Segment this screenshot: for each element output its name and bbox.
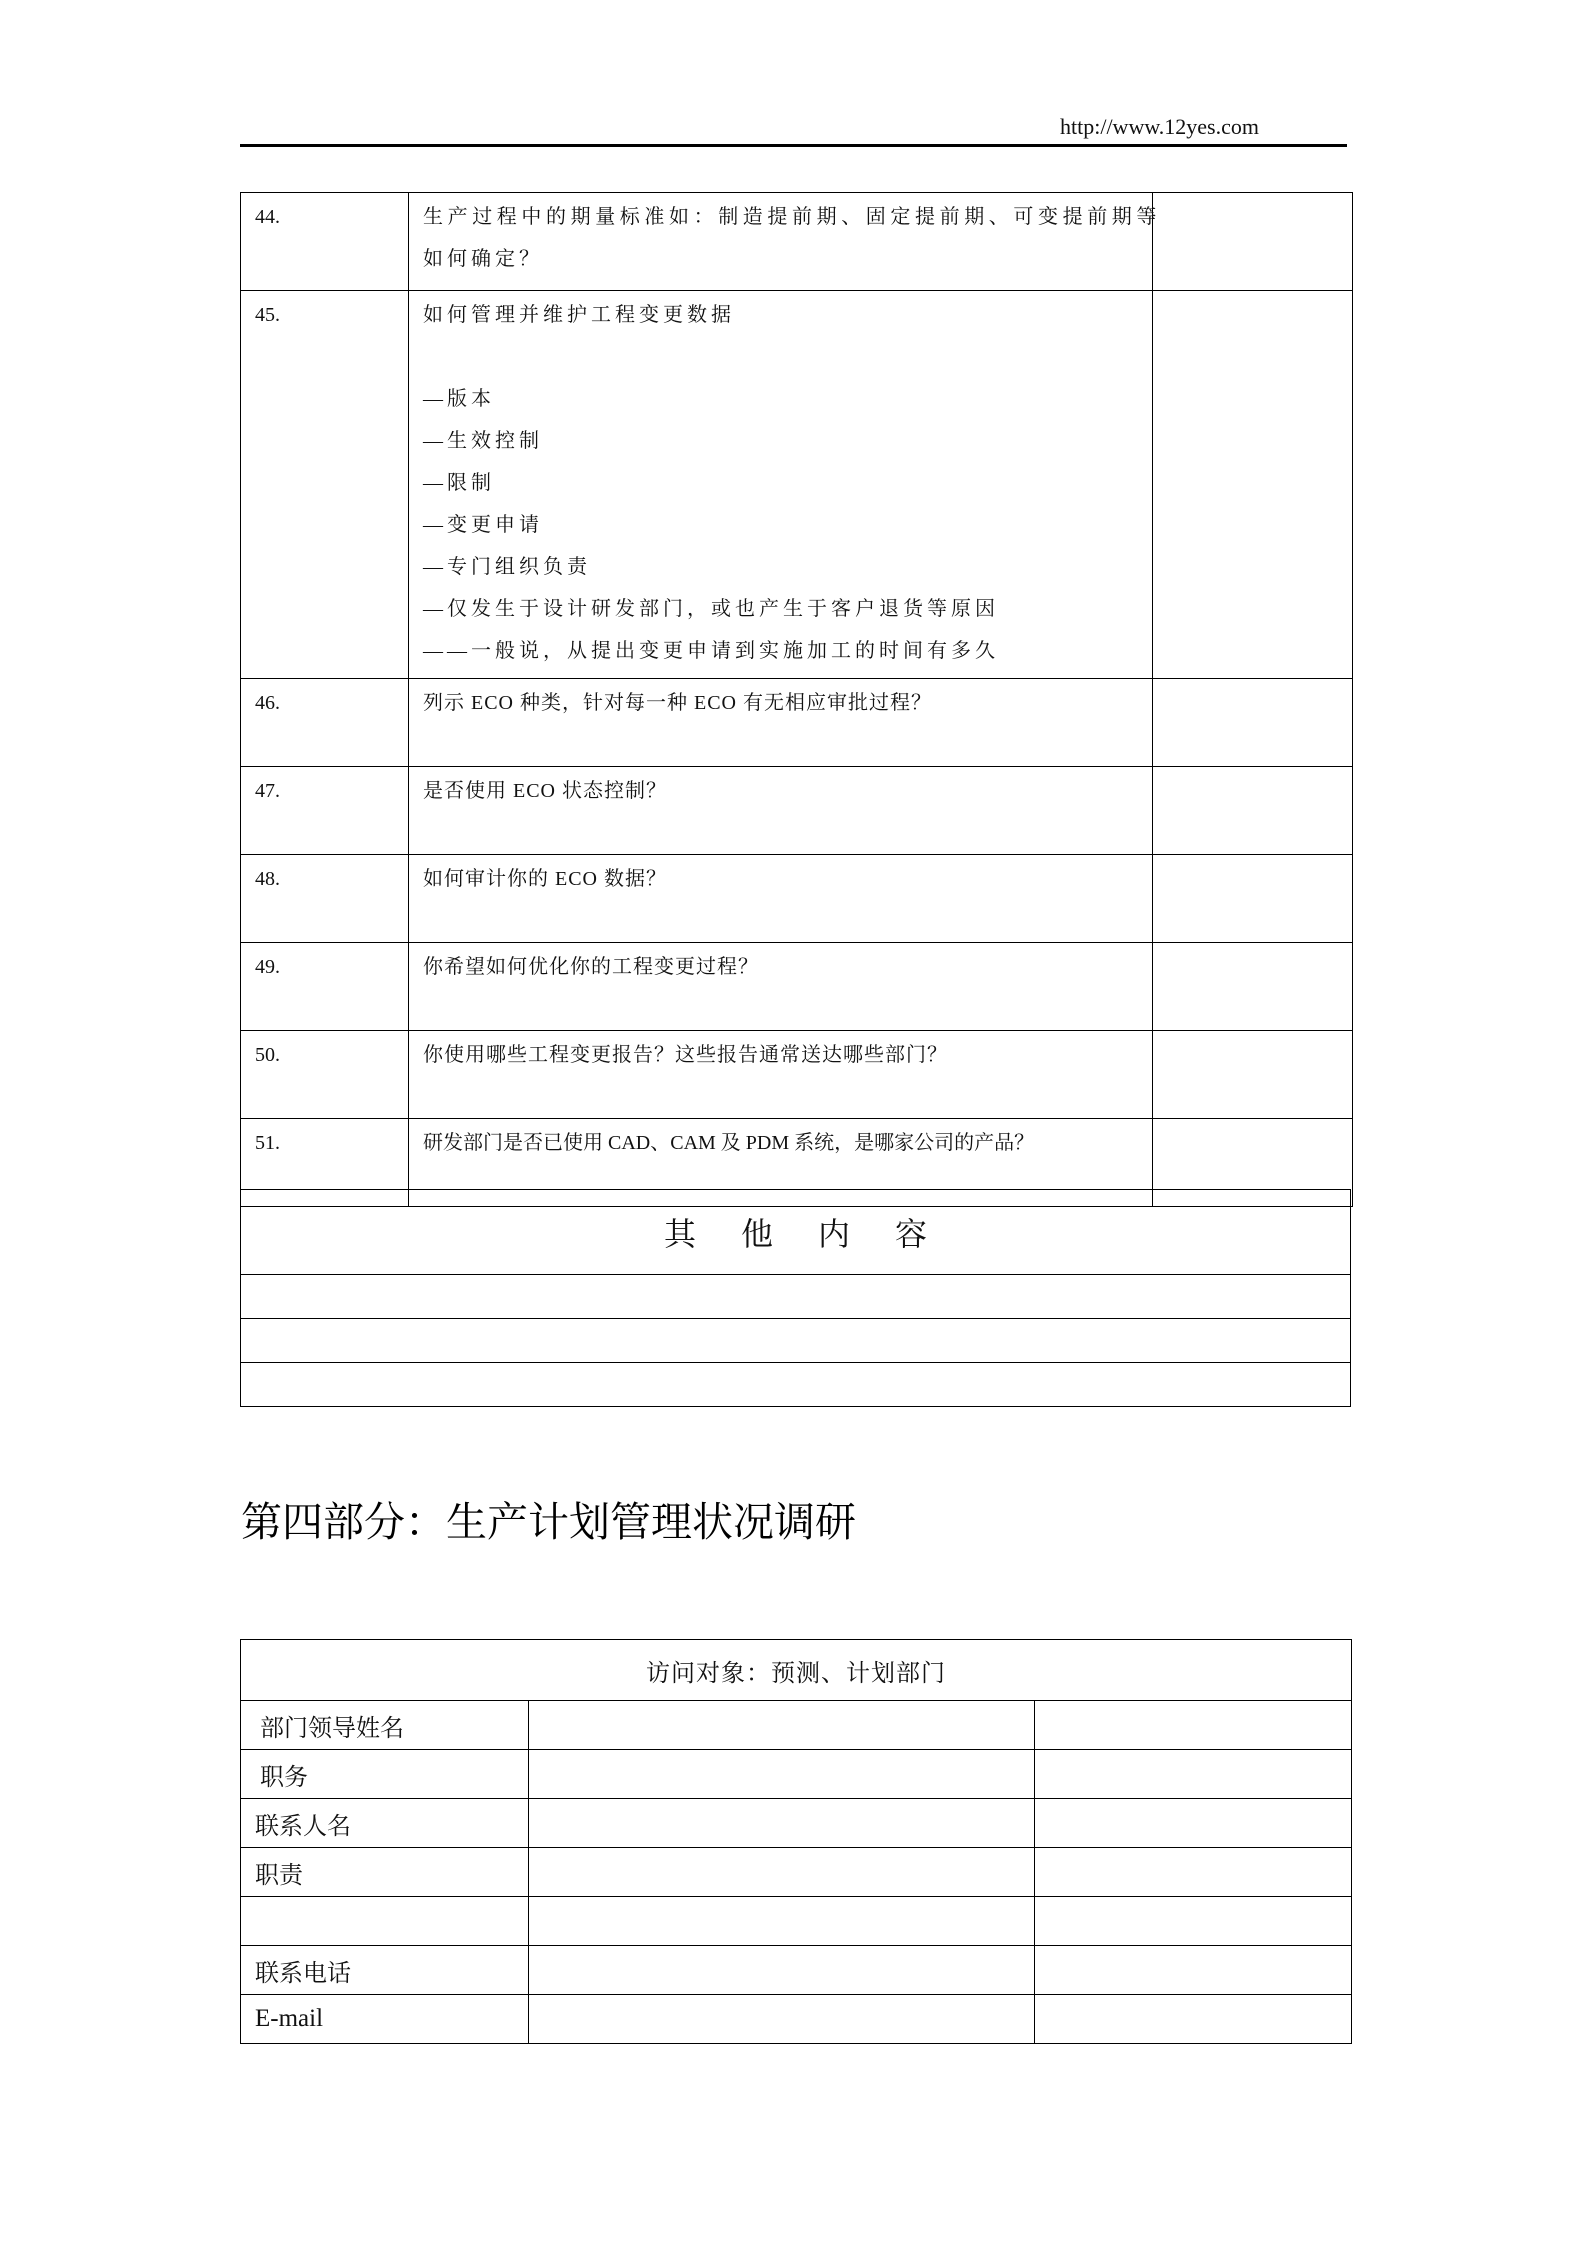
question-line: 是否使用 ECO 状态控制？	[423, 780, 667, 802]
contact-table-header-row	[241, 1640, 1352, 1701]
field-value-cell[interactable]	[529, 1995, 1035, 2044]
field-extra-cell[interactable]	[1035, 1750, 1352, 1799]
table-row-q49	[241, 943, 1353, 1031]
question-line: 生产过程中的期量标准如：制造提前期、固定提前期、可变提前期等	[423, 206, 1161, 228]
contact-info-table	[240, 1639, 1352, 2044]
other-content-row	[241, 1275, 1351, 1319]
question-text	[409, 679, 1153, 767]
field-extra-cell[interactable]	[1035, 1897, 1352, 1946]
table-row-blank	[241, 1897, 1352, 1946]
header-url: http://www.12yes.com	[1060, 114, 1259, 139]
question-number: 45.	[241, 291, 409, 679]
answer-cell[interactable]	[1153, 193, 1353, 291]
other-content-title: 其他内容	[241, 1190, 1351, 1275]
other-content-input-cell[interactable]	[241, 1275, 1351, 1319]
table-row-q45	[241, 291, 1353, 679]
question-subitem: —限制	[423, 472, 495, 494]
table-row-q44	[241, 193, 1353, 291]
answer-cell[interactable]	[1153, 767, 1353, 855]
field-extra-cell[interactable]	[1035, 1848, 1352, 1897]
answer-cell[interactable]	[1153, 291, 1353, 679]
table-row-q47	[241, 767, 1353, 855]
question-number: 48.	[241, 855, 409, 943]
question-number: 47.	[241, 767, 409, 855]
question-number: 50.	[241, 1031, 409, 1119]
question-line: 你使用哪些工程变更报告？这些报告通常送达哪些部门？	[423, 1044, 948, 1066]
question-subitem: —仅发生于设计研发部门，或也产生于客户退货等原因	[423, 598, 999, 620]
question-subitem: —变更申请	[423, 514, 543, 536]
field-label: 联系人名	[241, 1799, 529, 1848]
section-heading: 第四部分：生产计划管理状况调研	[241, 1498, 856, 1546]
interview-target-header: 访问对象：预测、计划部门	[241, 1640, 1352, 1701]
table-row-email	[241, 1995, 1352, 2044]
question-number: 46.	[241, 679, 409, 767]
question-text	[409, 193, 1161, 291]
table-row-phone	[241, 1946, 1352, 1995]
other-content-input-cell[interactable]	[241, 1319, 1351, 1363]
question-text	[409, 943, 1153, 1031]
answer-cell[interactable]	[1153, 855, 1353, 943]
field-label	[241, 1897, 529, 1946]
table-row-contact-name	[241, 1799, 1352, 1848]
question-line: 如何管理并维护工程变更数据	[423, 304, 735, 326]
answer-cell[interactable]	[1153, 1031, 1353, 1119]
field-extra-cell[interactable]	[1035, 1946, 1352, 1995]
table-row-q50	[241, 1031, 1353, 1119]
questions-table	[240, 192, 1353, 1207]
answer-cell[interactable]	[1153, 679, 1353, 767]
question-line: 如何确定？	[423, 248, 543, 270]
other-content-header-row	[241, 1190, 1351, 1275]
field-value-cell[interactable]	[529, 1750, 1035, 1799]
other-content-row	[241, 1363, 1351, 1407]
question-text	[409, 291, 1153, 679]
field-extra-cell[interactable]	[1035, 1799, 1352, 1848]
table-row-responsibility	[241, 1848, 1352, 1897]
table-row-q46	[241, 679, 1353, 767]
table-row-position	[241, 1750, 1352, 1799]
field-label: 职责	[241, 1848, 529, 1897]
question-subitem: ——一般说，从提出变更申请到实施加工的时间有多久	[423, 640, 999, 662]
question-line: 研发部门是否已使用 CAD、CAM 及 PDM 系统，是哪家公司的产品？	[423, 1132, 1035, 1154]
other-content-table	[240, 1189, 1351, 1407]
question-number: 49.	[241, 943, 409, 1031]
question-number: 51.	[241, 1119, 409, 1207]
field-label: 部门领导姓名	[241, 1701, 529, 1750]
question-text	[409, 767, 1153, 855]
field-value-cell[interactable]	[529, 1701, 1035, 1750]
answer-cell[interactable]	[1153, 943, 1353, 1031]
other-content-row	[241, 1319, 1351, 1363]
field-extra-cell[interactable]	[1035, 1995, 1352, 2044]
question-line: 如何审计你的 ECO 数据？	[423, 868, 667, 890]
field-extra-cell[interactable]	[1035, 1701, 1352, 1750]
question-line: 你希望如何优化你的工程变更过程？	[423, 956, 759, 978]
field-value-cell[interactable]	[529, 1848, 1035, 1897]
table-row-q48	[241, 855, 1353, 943]
question-number: 44.	[241, 193, 409, 291]
table-row-leader-name	[241, 1701, 1352, 1750]
blank-line	[423, 336, 1152, 378]
question-line: 列示 ECO 种类，针对每一种 ECO 有无相应审批过程？	[423, 692, 932, 714]
field-value-cell[interactable]	[529, 1799, 1035, 1848]
field-label: E-mail	[241, 1995, 529, 2044]
other-content-input-cell[interactable]	[241, 1363, 1351, 1407]
field-value-cell[interactable]	[529, 1897, 1035, 1946]
question-text	[409, 855, 1153, 943]
page-header	[240, 112, 1347, 147]
question-subitem: —生效控制	[423, 430, 543, 452]
field-label: 职务	[241, 1750, 529, 1799]
question-subitem: —专门组织负责	[423, 556, 591, 578]
field-value-cell[interactable]	[529, 1946, 1035, 1995]
field-label: 联系电话	[241, 1946, 529, 1995]
question-subitem: —版本	[423, 388, 495, 410]
question-text	[409, 1031, 1153, 1119]
